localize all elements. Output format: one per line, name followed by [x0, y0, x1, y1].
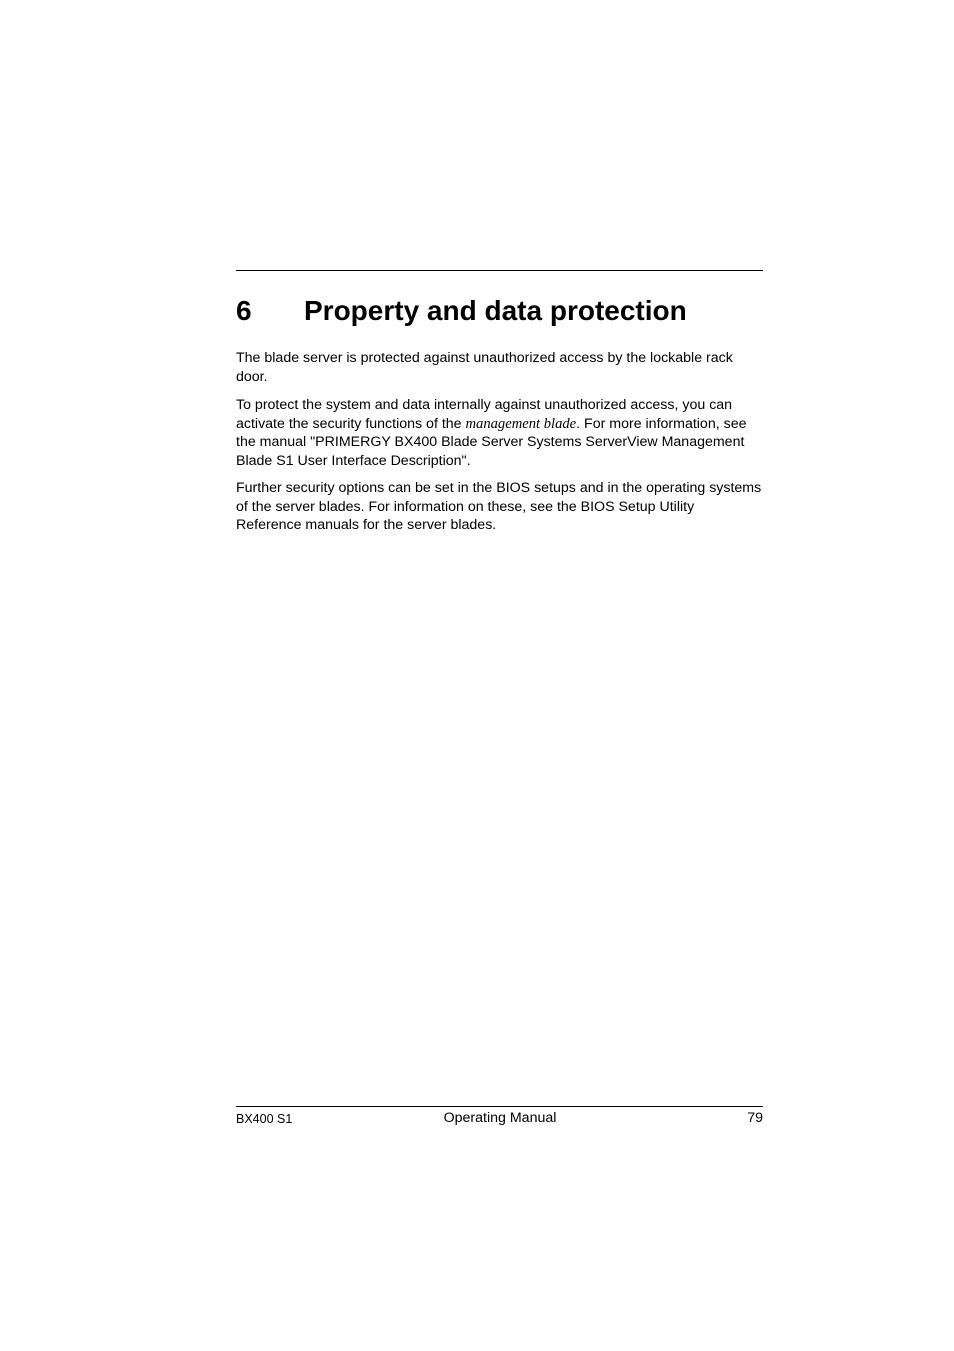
paragraph-text-after: . For more information, see the manual "PRIMERGY BX400 Blade Server Systems ServerView Management Blade S1 User Interface Description".: [236, 415, 747, 469]
paragraph-text-before: To protect the system and data internally against unauthorized access, you can activate the security functions of the: [236, 397, 733, 432]
chapter-title: Property and data protection: [304, 295, 687, 326]
header-rule: [236, 270, 763, 271]
paragraph-security-functions: [236, 396, 763, 470]
footer-page-number: 79: [747, 1110, 763, 1126]
footer-rule: [236, 1106, 763, 1107]
chapter-number: 6: [236, 295, 252, 326]
paragraph-bios-options: Further security options can be set in the BIOS setups and in the operating systems of the server blades. For information on these, see the BIOS Setup Utility Reference manuals for the server blades.: [236, 480, 762, 533]
footer-product: BX400 S1: [236, 1112, 293, 1126]
chapter-heading: [236, 293, 763, 333]
paragraph-rack-door: The blade server is protected against unauthorized access by the lockable rack door.: [236, 350, 733, 385]
emphasized-term: management blade: [465, 415, 577, 432]
footer-doc-type: Operating Manual: [443, 1110, 557, 1126]
